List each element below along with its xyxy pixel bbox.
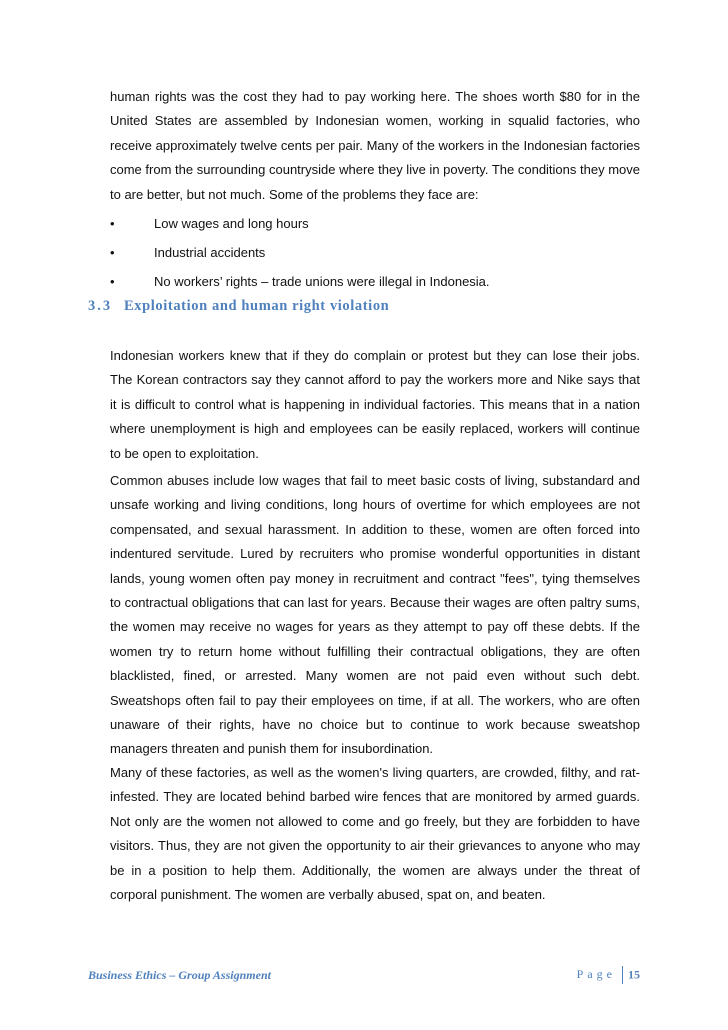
footer-title: Business Ethics – Group Assignment [88, 968, 271, 982]
list-item [110, 270, 640, 299]
list-item-text: Industrial accidents [154, 245, 266, 260]
list-item [110, 212, 640, 241]
body-paragraph-3: Many of these factories, as well as the women's living quarters, are crowded, filthy, and rat-infested. They are located behind barbed wire fences that are monitored by armed guards. Not only are the women not allowed to come and go freely, but they are forbidden to have visitors. Thus, they are not given the opportunity to air their grievances to anyone who may be in a position to help them. Additionally, the women are always under the threat of corporal punishment. The women are verbally abused, spat on, and beaten. [110, 765, 640, 903]
page-label: Page [576, 966, 616, 981]
body-paragraph-1: Indonesian workers knew that if they do complain or protest but they can lose their jobs. The Korean contractors say they cannot afford to pay the workers more and Nike says that it is difficult to control what is happening in individual factories. This means that in a nation where unemployment is high and employees can be easily replaced, workers will continue to be open to exploitation. [110, 348, 640, 461]
page-number: 15 [628, 967, 640, 982]
page-number-block [577, 966, 640, 984]
bullet-marker: • [110, 245, 115, 260]
page-footer [88, 964, 640, 988]
section-title: Exploitation and human right violation [124, 298, 390, 314]
section-heading [88, 298, 389, 315]
body-paragraph-2: Common abuses include low wages that fail to meet basic costs of living, substandard and unsafe working and living conditions, long hours of overtime for which employees are not compensated, and sexual harassment. In addition to these, women are often forced into indentured servitude. Lured by recruiters who promise wonderful opportunities in distant lands, young women often pay money in recruitment and contract "fees", tying themselves to contractual obligations that can last for years. Because their wages are often paltry sums, the women may receive no wages for years as they attempt to pay off these debts. If the women try to return home without fulfilling their contractual obligations, they are often blacklisted, fined, or arrested. Many women are not paid even without such debt. Sweatshops often fail to pay their employees on time, if at all. The workers, who are often unaware of their rights, have no choice but to continue to work because sweatshop managers threaten and punish them for insubordination. [110, 473, 640, 757]
footer-divider [622, 966, 623, 984]
list-item-text: No workers’ rights – trade unions were illegal in Indonesia. [154, 274, 490, 289]
problem-list [110, 212, 640, 299]
bullet-marker: • [110, 274, 115, 289]
bullet-marker: • [110, 216, 115, 231]
list-item [110, 241, 640, 270]
list-item-text: Low wages and long hours [154, 216, 309, 231]
section-number: 3.3 [88, 298, 113, 314]
intro-paragraph: human rights was the cost they had to pay working here. The shoes worth $80 for in the United States are assembled by Indonesian women, working in squalid factories, who receive approximately twelve cents per pair. Many of the workers in the Indonesian factories come from the surrounding countryside where they live in poverty. The conditions they move to are better, but not much. Some of the problems they face are: [110, 89, 640, 202]
